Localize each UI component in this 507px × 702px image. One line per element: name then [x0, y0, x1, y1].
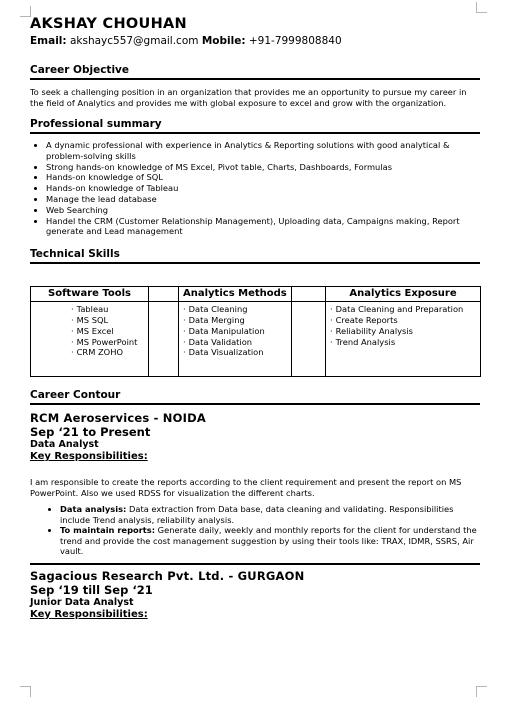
- section-title-career: Career Contour: [30, 389, 121, 402]
- responsibility-text: Data extraction from Data base, data cleaning and validating. Responsibilities include Trend analysis, reliability analysis.: [60, 504, 454, 525]
- summary-item: • Handel the CRM (Customer Relationship Management), Uploading data, Campaigns making, Report generate and Lead management: [46, 216, 480, 238]
- key-responsibilities-label: Key Responsibilities:: [30, 608, 148, 620]
- software-tools-cell: [31, 302, 149, 377]
- skills-header-row: [31, 287, 481, 302]
- skill-item: · MS PowerPoint: [71, 337, 144, 348]
- responsibility-label: Data analysis:: [60, 504, 127, 515]
- skill-item: · Data Visualization: [183, 347, 287, 358]
- job-period: Sep ‘21 to Present: [30, 425, 151, 440]
- career-objective-section: [30, 64, 480, 108]
- responsibility-text: Generate daily, weekly and monthly reports for the client for understand the trend and provide the cost management suggestion by using their tools like: TRAX, IDMR, SSRS, Air vault.: [60, 525, 477, 557]
- header-software-tools: Software Tools: [31, 287, 149, 302]
- job-entry: [30, 411, 480, 557]
- resume-page: [30, 16, 480, 621]
- spacer-cell: [292, 302, 326, 377]
- skill-item: · MS SQL: [71, 315, 144, 326]
- responsibility-list: [30, 504, 480, 557]
- header-analytics-exposure: Analytics Exposure: [326, 287, 481, 302]
- skill-item: · Create Reports: [330, 315, 476, 326]
- responsibility-item: [60, 504, 480, 525]
- job-entry: [30, 563, 480, 621]
- professional-summary-section: [30, 118, 480, 237]
- section-title-summary: Professional summary: [30, 118, 162, 130]
- crop-mark-top-right: [476, 2, 487, 13]
- software-tools-list: [71, 304, 144, 358]
- responsibility-label: To maintain reports:: [60, 525, 156, 536]
- summary-item: • Strong hands-on knowledge of MS Excel, Pivot table, Charts, Dashboards, Formulas: [46, 162, 480, 173]
- mobile-label: Mobile:: [201, 35, 246, 47]
- candidate-name: AKSHAY CHOUHAN: [30, 16, 187, 32]
- skill-item: · Reliability Analysis: [330, 326, 476, 337]
- skill-item: · Data Cleaning and Preparation: [330, 304, 476, 315]
- job-role: Data Analyst: [30, 439, 99, 451]
- spacer-cell: [292, 287, 326, 302]
- analytics-methods-cell: [179, 302, 292, 377]
- section-divider: [30, 403, 480, 405]
- crop-mark-bottom-right: [476, 686, 487, 697]
- company-name: RCM Aeroservices - NOIDA: [30, 411, 206, 426]
- section-title-objective: Career Objective: [30, 64, 130, 76]
- section-divider: [30, 132, 480, 134]
- skill-item: · Data Manipulation: [183, 326, 287, 337]
- job-description: I am responsible to create the reports according to the client requirement and present the report on MS PowerPoint. Also we used RDSS for visualization the different charts.: [30, 477, 462, 498]
- section-divider: [30, 78, 480, 80]
- crop-mark-bottom-left: [20, 686, 31, 697]
- contact-line: [30, 35, 480, 48]
- summary-item: • Manage the lead database: [46, 194, 480, 205]
- section-title-technical: Technical Skills: [30, 248, 120, 261]
- header-analytics-methods: Analytics Methods: [179, 287, 292, 302]
- spacer-cell: [149, 302, 179, 377]
- analytics-exposure-cell: [326, 302, 481, 377]
- key-responsibilities-label: Key Responsibilities:: [30, 451, 148, 463]
- section-divider: [30, 262, 480, 264]
- skill-item: · Trend Analysis: [330, 337, 476, 348]
- skill-item: · Data Cleaning: [183, 304, 287, 315]
- spacer-cell: [149, 287, 179, 302]
- summary-item: • Hands-on knowledge of SQL: [46, 172, 480, 183]
- analytics-exposure-list: [330, 304, 476, 347]
- summary-list: [30, 140, 480, 237]
- job-role: Junior Data Analyst: [30, 596, 134, 608]
- skills-body-row: [31, 302, 481, 377]
- summary-item: • Hands-on knowledge of Tableau: [46, 183, 480, 194]
- company-name: Sagacious Research Pvt. Ltd. - GURGAON: [30, 568, 305, 583]
- skills-table: [30, 286, 481, 377]
- job-period: Sep ‘19 till Sep ‘21: [30, 582, 153, 597]
- summary-item: • Web Searching: [46, 205, 480, 216]
- mobile-value[interactable]: +91-7999808840: [248, 35, 342, 47]
- summary-item: • A dynamic professional with experience in Analytics & Reporting solutions with good analytical & problem-solving skills: [46, 140, 480, 162]
- skill-item: · Data Merging: [183, 315, 287, 326]
- skill-item: · Data Validation: [183, 337, 287, 348]
- email-label: Email:: [30, 35, 67, 47]
- skill-item: · CRM ZOHO: [71, 347, 144, 358]
- responsibility-item: [60, 525, 480, 557]
- analytics-methods-list: [183, 304, 287, 358]
- email-value[interactable]: akshayc557@gmail.com: [69, 35, 199, 47]
- career-contour-section: [30, 389, 480, 621]
- skill-item: · MS Excel: [71, 326, 144, 337]
- technical-skills-section: [30, 248, 480, 377]
- objective-text: To seek a challenging position in an organization that provides me an opportunity to pursue my career in the field of Analytics and provides me with global exposure to excel and grow with the organization.: [30, 87, 467, 108]
- skill-item: · Tableau: [71, 304, 144, 315]
